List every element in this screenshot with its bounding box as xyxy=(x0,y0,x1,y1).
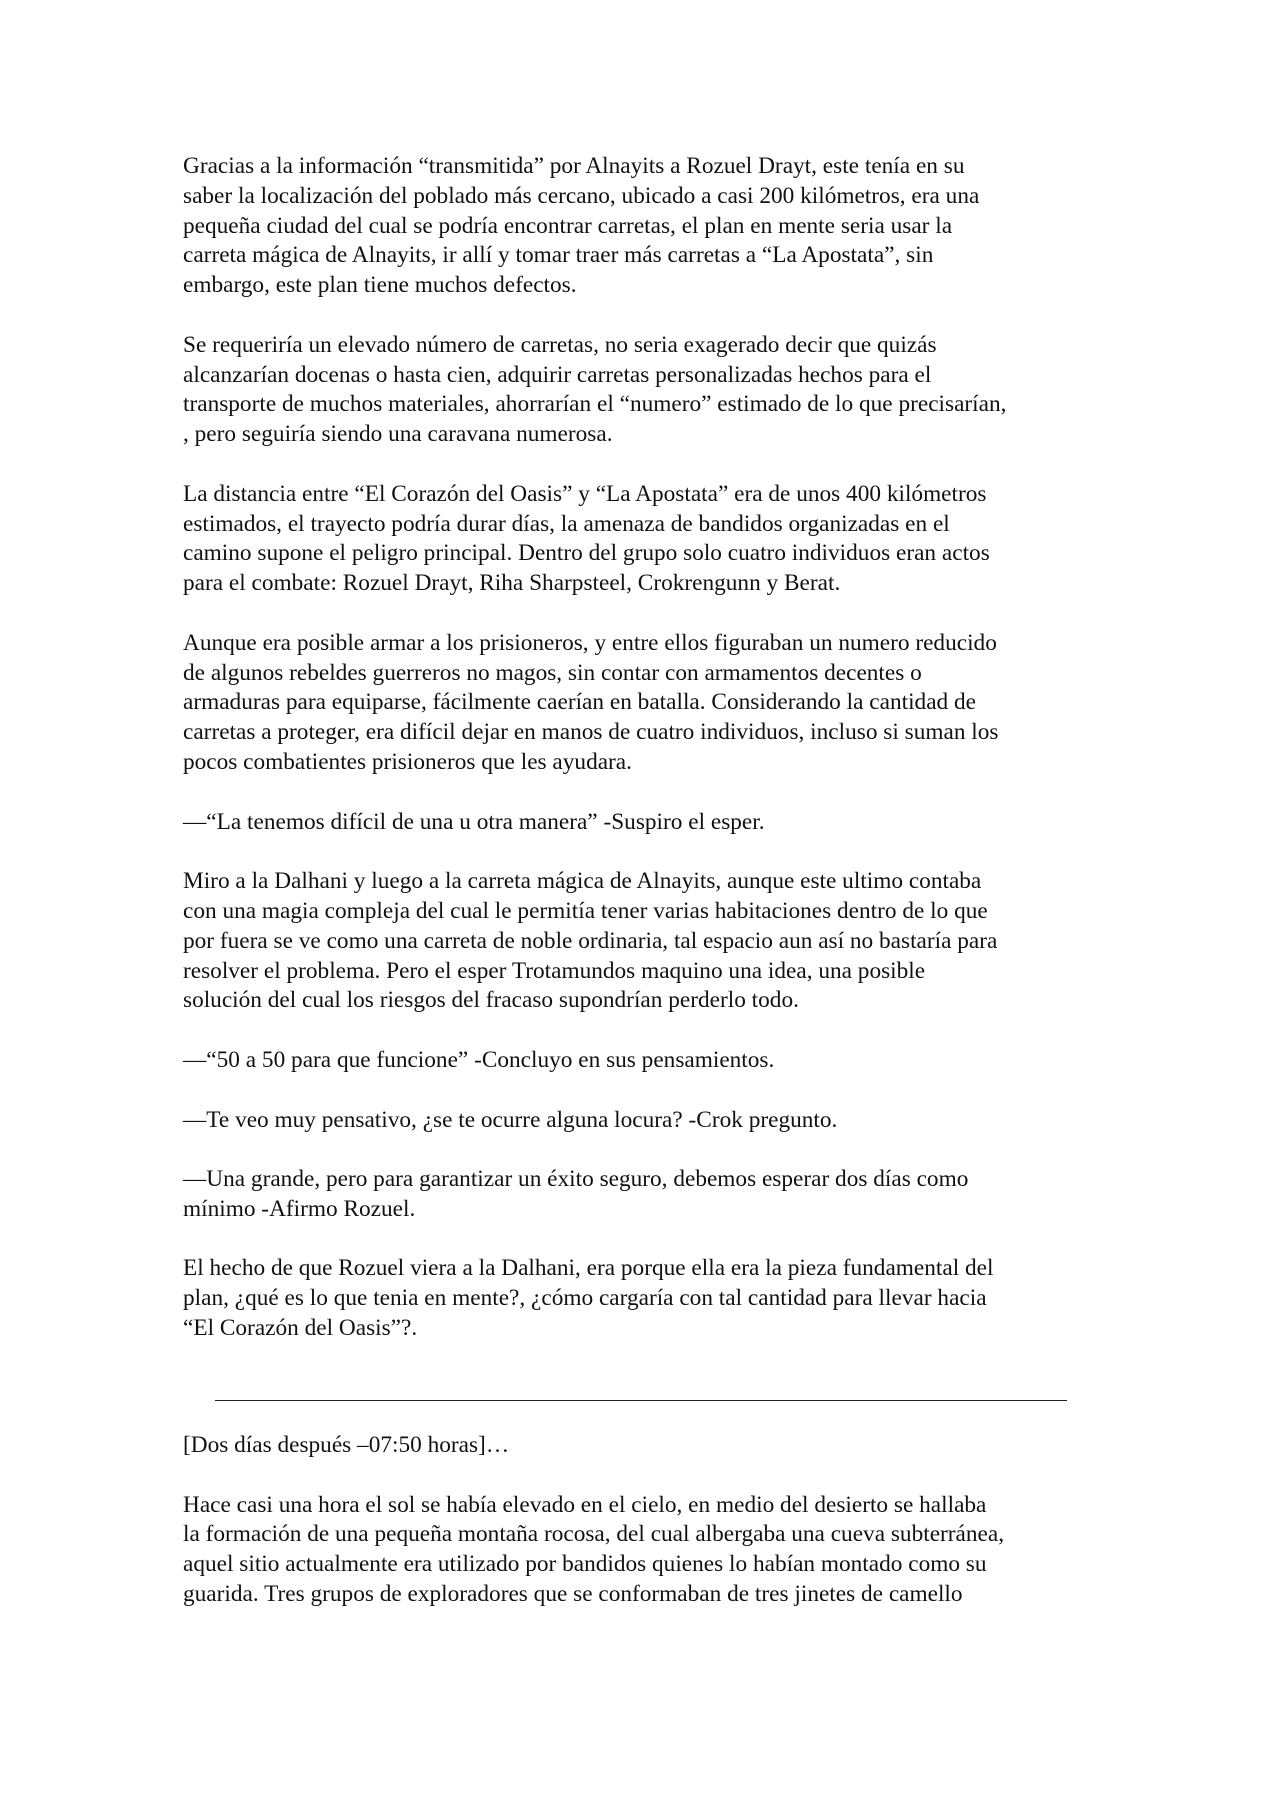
document-body xyxy=(183,152,1113,1374)
paragraph-7: Hace casi una hora el sol se había elevado en el cielo, en medio del desierto se hallaba la formación de una pequeña montaña rocosa, del cual albergaba una cueva subterránea, aquel sitio actualmente era utilizado por bandidos quienes lo habían montado como su guarida. Tres grupos de exploradores que se conformaban de tres jinetes de camello xyxy=(183,1491,1005,1607)
scene-heading: [Dos días después –07:50 horas]… xyxy=(183,1432,510,1458)
dialogue-line-1: —“La tenemos difícil de una u otra manera” -Suspiro el esper. xyxy=(183,808,765,835)
document-body-continued xyxy=(183,1431,1113,1640)
paragraph-3: La distancia entre “El Corazón del Oasis” y “La Apostata” era de unos 400 kilómetros estimados, el trayecto podría durar días, la amenaza de bandidos organizadas en el camino supone el peligro principal. Dentro del grupo solo cuatro individuos eran actos para el combate: Rozuel Drayt, Riha Sharpsteel, Crokrengunn y Berat. xyxy=(183,480,990,597)
dialogue-line-3: —Te veo muy pensativo, ¿se te ocurre alguna locura? -Crok pregunto. xyxy=(183,1106,838,1133)
paragraph-6: El hecho de que Rozuel viera a la Dalhani, era porque ella era la pieza fundamental del plan, ¿qué es lo que tenia en mente?, ¿cómo cargaría con tal cantidad para llevar hacia “El Corazón del Oasis”?. xyxy=(183,1255,994,1342)
paragraph-1: Gracias a la información “transmitida” por Alnayits a Rozuel Drayt, este tenía en su saber la localización del poblado más cercano, ubicado a casi 200 kilómetros, era una pequeña ciudad del cual se podría encontrar carretas, el plan en mente seria usar la carreta mágica de Alnayits, ir allí y tomar traer más carretas a “La Apostata”, sin embargo, este plan tiene muchos defectos. xyxy=(183,153,980,299)
dialogue-line-4: —Una grande, pero para garantizar un éxito seguro, debemos esperar dos días como mínimo -Afirmo Rozuel. xyxy=(183,1166,969,1222)
paragraph-5: Miro a la Dalhani y luego a la carreta mágica de Alnayits, aunque este ultimo contaba con una magia compleja del cual le permitía tener varias habitaciones dentro de lo que por fuera se ve como una carreta de noble ordinaria, tal espacio aun así no bastaría para resolver el problema. Pero el esper Trotamundos maquino una idea, una posible solución del cual los riesgos del fracaso supondrían perderlo todo. xyxy=(183,868,998,1014)
dialogue-line-2: —“50 a 50 para que funcione” -Concluyo en sus pensamientos. xyxy=(183,1046,775,1073)
paragraph-4: Aunque era posible armar a los prisioneros, y entre ellos figuraban un numero reducido de algunos rebeldes guerreros no magos, sin contar con armamentos decentes o armaduras para equiparse, fácilmente caerían en batalla. Considerando la cantidad de carretas a proteger, era difícil dejar en manos de cuatro individuos, incluso si suman los pocos combatientes prisioneros que les ayudara. xyxy=(183,629,999,775)
section-separator-line xyxy=(215,1400,1067,1401)
paragraph-2: Se requeriría un elevado número de carretas, no seria exagerado decir que quizás alcanzarían docenas o hasta cien, adquirir carretas personalizadas hechos para el transporte de muchos materiales, ahorrarían el “numero” estimado de lo que precisarían, , pero seguiría siendo una caravana numerosa. xyxy=(183,331,1007,448)
